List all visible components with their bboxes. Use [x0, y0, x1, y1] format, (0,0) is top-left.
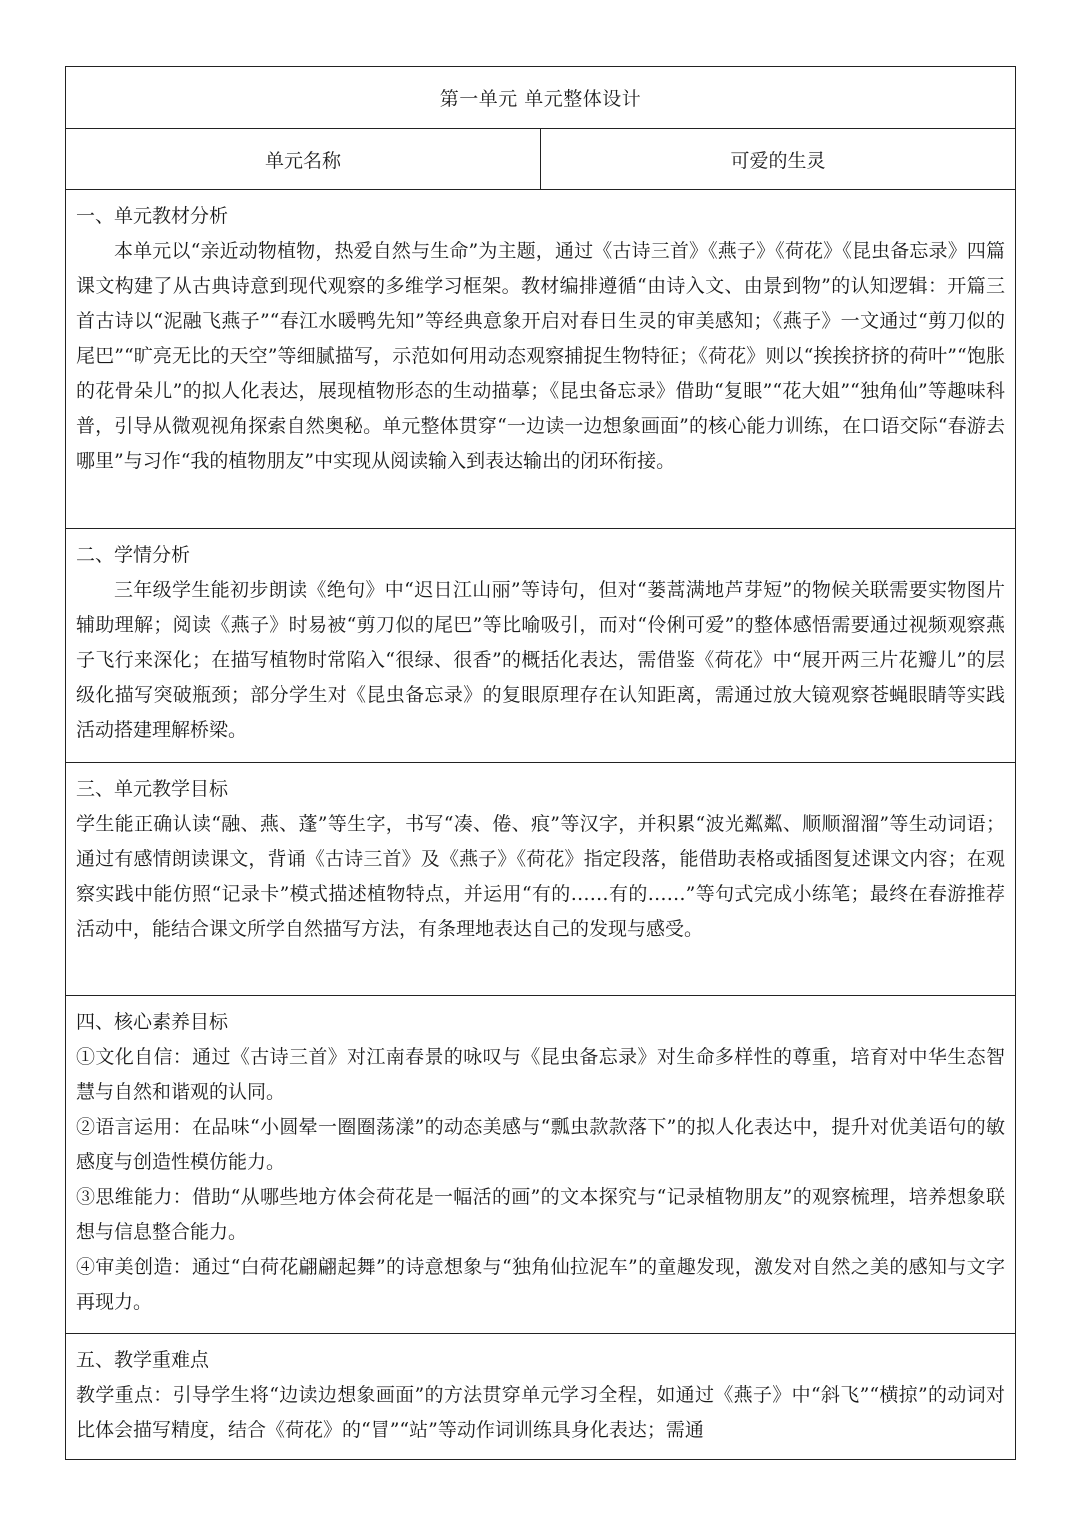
section-textbook-analysis: [66, 190, 1015, 529]
literacy-item-aesthetic: ④审美创造：通过“白荷花翩翩起舞”的诗意想象与“独角仙拉泥车”的童趣发现，激发对自然之美的感知与文字再现力。: [76, 1256, 1005, 1313]
unit-name-row: [66, 129, 1015, 190]
section-paragraph: 三年级学生能初步朗读《绝句》中“迟日江山丽”等诗句，但对“蒌蒿满地芦芽短”的物候关联需要实物图片辅助理解；阅读《燕子》时易被“剪刀似的尾巴”等比喻吸引，而对“伶俐可爱”的整体感悟需要通过视频观察燕子飞行来深化；在描写植物时常陷入“很绿、很香”的概括化表达，需借鉴《荷花》中“展开两三片花瓣儿”的层级化描写突破瓶颈；部分学生对《昆虫备忘录》的复眼原理存在认知距离，需通过放大镜观察苍蝇眼睛等实践活动搭建理解桥梁。: [76, 579, 1005, 741]
section-core-literacy: [66, 996, 1015, 1334]
section-heading: 一、单元教材分析: [76, 205, 229, 227]
section-key-difficulties: [66, 1334, 1015, 1459]
literacy-item-thinking: ③思维能力：借助“从哪些地方体会荷花是一幅活的画”的文本探究与“记录植物朋友”的观察梳理，培养想象联想与信息整合能力。: [76, 1186, 1005, 1243]
section-paragraph: 学生能正确认读“融、燕、蓬”等生字，书写“凑、倦、痕”等汉字，并积累“波光粼粼、顺顺溜溜”等生动词语；通过有感情朗读课文，背诵《古诗三首》及《燕子》《荷花》指定段落，能借助表格或插图复述课文内容；在观察实践中能仿照“记录卡”模式描述植物特点，并运用“有的……有的……”等句式完成小练笔；最终在春游推荐活动中，能结合课文所学自然描写方法，有条理地表达自己的发现与感受。: [76, 813, 1005, 940]
section-heading: 五、教学重难点: [76, 1349, 210, 1371]
section-student-analysis: [66, 529, 1015, 763]
section-heading: 四、核心素养目标: [76, 1011, 229, 1033]
literacy-item-language: ②语言运用：在品味“小圆晕一圈圈荡漾”的动态美感与“瓢虫款款落下”的拟人化表达中，提升对优美语句的敏感度与创造性模仿能力。: [76, 1116, 1005, 1173]
unit-name-label: 单元名称: [66, 129, 541, 189]
document-title: 第一单元 单元整体设计: [66, 67, 1015, 129]
section-paragraph: 教学重点：引导学生将“边读边想象画面”的方法贯穿单元学习全程，如通过《燕子》中“斜飞”“横掠”的动词对比体会描写精度，结合《荷花》的“冒”“站”等动作词训练具身化表达；需通: [76, 1384, 1005, 1441]
section-paragraph: 本单元以“亲近动物植物，热爱自然与生命”为主题，通过《古诗三首》《燕子》《荷花》《昆虫备忘录》四篇课文构建了从古典诗意到现代观察的多维学习框架。教材编排遵循“由诗入文、由景到物”的认知逻辑：开篇三首古诗以“泥融飞燕子”“春江水暖鸭先知”等经典意象开启对春日生灵的审美感知；《燕子》一文通过“剪刀似的尾巴”“旷亮无比的天空”等细腻描写，示范如何用动态观察捕捉生物特征；《荷花》则以“挨挨挤挤的荷叶”“饱胀的花骨朵儿”的拟人化表达，展现植物形态的生动描摹；《昆虫备忘录》借助“复眼”“花大姐”“独角仙”等趣味科普，引导从微观视角探索自然奥秘。单元整体贯穿“一边读一边想象画面”的核心能力训练，在口语交际“春游去哪里”与习作“我的植物朋友”中实现从阅读输入到表达输出的闭环衔接。: [76, 240, 1005, 472]
unit-name-value: 可爱的生灵: [730, 149, 826, 172]
section-heading: 二、学情分析: [76, 544, 191, 566]
section-teaching-objectives: [66, 763, 1015, 996]
literacy-item-culture: ①文化自信：通过《古诗三首》对江南春景的咏叹与《昆虫备忘录》对生命多样性的尊重，培育对中华生态智慧与自然和谐观的认同。: [76, 1046, 1005, 1103]
section-heading: 三、单元教学目标: [76, 778, 229, 800]
unit-design-table: [65, 66, 1016, 1460]
